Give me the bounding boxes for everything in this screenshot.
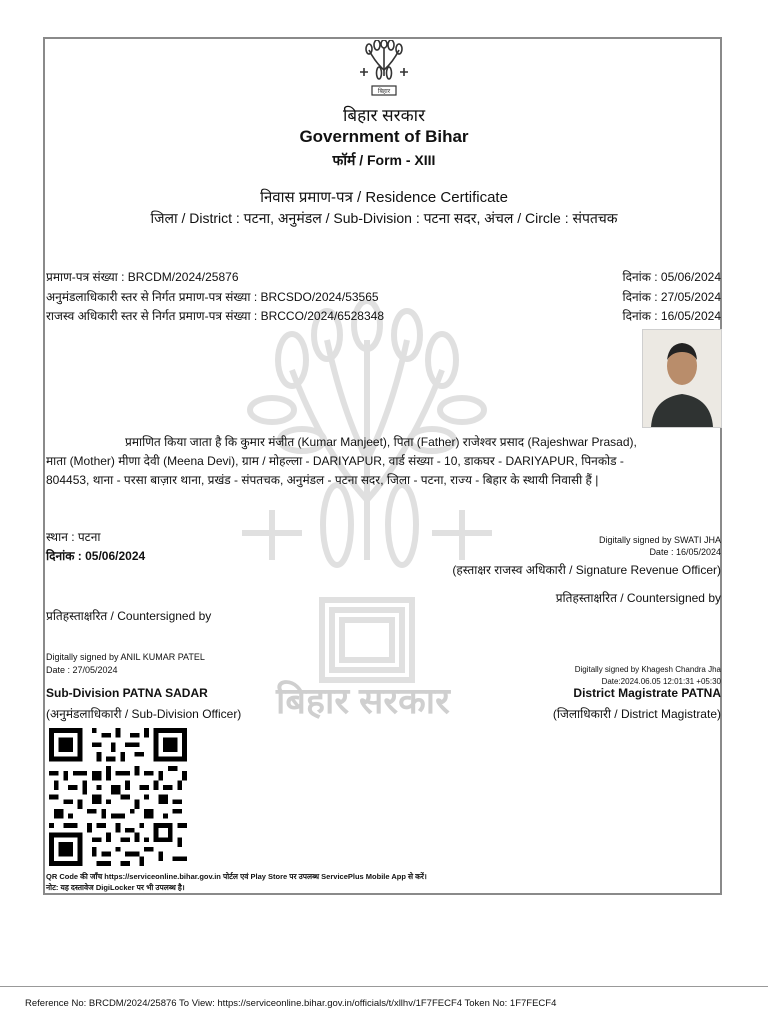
hindi-title: बिहार सरकार	[342, 106, 426, 125]
countersigned-right: प्रतिहस्ताक्षरित / Countersigned by	[555, 591, 721, 605]
dm-signature: Digitally signed by Khagesh Chandra Jha	[574, 665, 721, 674]
countersigned-left: प्रतिहस्ताक्षरित / Countersigned by	[46, 609, 212, 623]
sdo-office: Sub-Division PATNA SADAR	[46, 686, 208, 700]
dm-designation: (जिलाधिकारी / District Magistrate)	[552, 707, 721, 721]
qr-code	[49, 727, 187, 867]
dm-office: District Magistrate PATNA	[573, 686, 721, 700]
certificate-date: दिनांक : 05/06/2024	[622, 270, 721, 284]
digilocker-note: नोट: यह दस्तावेज DigiLocker पर भी उपलब्ध है।	[46, 883, 185, 892]
body-line-3: 804453, थाना - परसा बाज़ार थाना, प्रखंड - संपतचक, अनुमंडल - पटना सदर, जिला - पटना, राज्य - बिहार के स्थायी निवासी हैं |	[46, 473, 599, 487]
certificate-title: निवास प्रमाण-पत्र / Residence Certificate	[260, 189, 508, 206]
sdo-designation: (अनुमंडलाधिकारी / Sub-Division Officer)	[46, 707, 242, 721]
body-line-2: माता (Mother) मीणा देवी (Meena Devi), ग्राम / मोहल्ला - DARIYAPUR, वार्ड संख्या - 10, डाकघर - DARIYAPUR, पिनकोड -	[46, 454, 624, 468]
certificate-number: प्रमाण-पत्र संख्या : BRCDM/2024/25876	[46, 270, 239, 284]
co-certificate-number: राजस्व अधिकारी स्तर से निर्गत प्रमाण-पत्र संख्या : BRCCO/2024/6528348	[46, 309, 384, 323]
revenue-officer-designation: (हस्ताक्षर राजस्व अधिकारी / Signature Revenue Officer)	[452, 563, 721, 577]
watermark-text: बिहार सरकार	[276, 680, 450, 721]
dm-sign-date: Date:2024.06.05 12:01:31 +05:30	[601, 677, 721, 686]
revenue-officer-sign-date: Date : 16/05/2024	[649, 547, 721, 557]
footer-reference: Reference No: BRCDM/2024/25876 To View: https://serviceonline.bihar.gov.in/officials/t/xllhv/1F7FECF4 Token No: 1F7FECF4	[25, 998, 557, 1009]
sdo-sign-date: Date : 27/05/2024	[46, 665, 118, 675]
body-line-1: प्रमाणित किया जाता है कि कुमार मंजीत (Kumar Manjeet), पिता (Father) राजेश्वर प्रसाद (Rajeshwar Prasad),	[125, 435, 637, 449]
revenue-officer-signature: Digitally signed by SWATI JHA	[598, 535, 721, 545]
bihar-emblem-icon	[355, 40, 413, 98]
footer-divider	[0, 986, 768, 987]
issue-date: दिनांक : 05/06/2024	[46, 549, 146, 563]
page-title: Government of Bihar	[299, 127, 469, 146]
co-certificate-date: दिनांक : 16/05/2024	[622, 309, 721, 323]
sdo-certificate-number: अनुमंडलाधिकारी स्तर से निर्गत प्रमाण-पत्र संख्या : BRCSDO/2024/53565	[46, 290, 379, 304]
qr-verify-note: QR Code की जाँच https://serviceonline.bihar.gov.in पोर्टल एवं Play Store पर उपलब्ध ServicePlus Mobile App से करें।	[46, 872, 427, 881]
svg-text:बिहार: बिहार	[377, 89, 391, 95]
applicant-photo	[642, 329, 722, 428]
bihar-emblem-watermark	[232, 300, 502, 740]
sdo-certificate-date: दिनांक : 27/05/2024	[622, 290, 721, 304]
form-number: फॉर्म / Form - XIII	[332, 152, 436, 168]
place: स्थान : पटना	[46, 530, 101, 544]
jurisdiction-line: जिला / District : पटना, अनुमंडल / Sub-Division : पटना सदर, अंचल / Circle : संपतचक	[150, 210, 618, 226]
sdo-signature: Digitally signed by ANIL KUMAR PATEL	[46, 652, 205, 662]
